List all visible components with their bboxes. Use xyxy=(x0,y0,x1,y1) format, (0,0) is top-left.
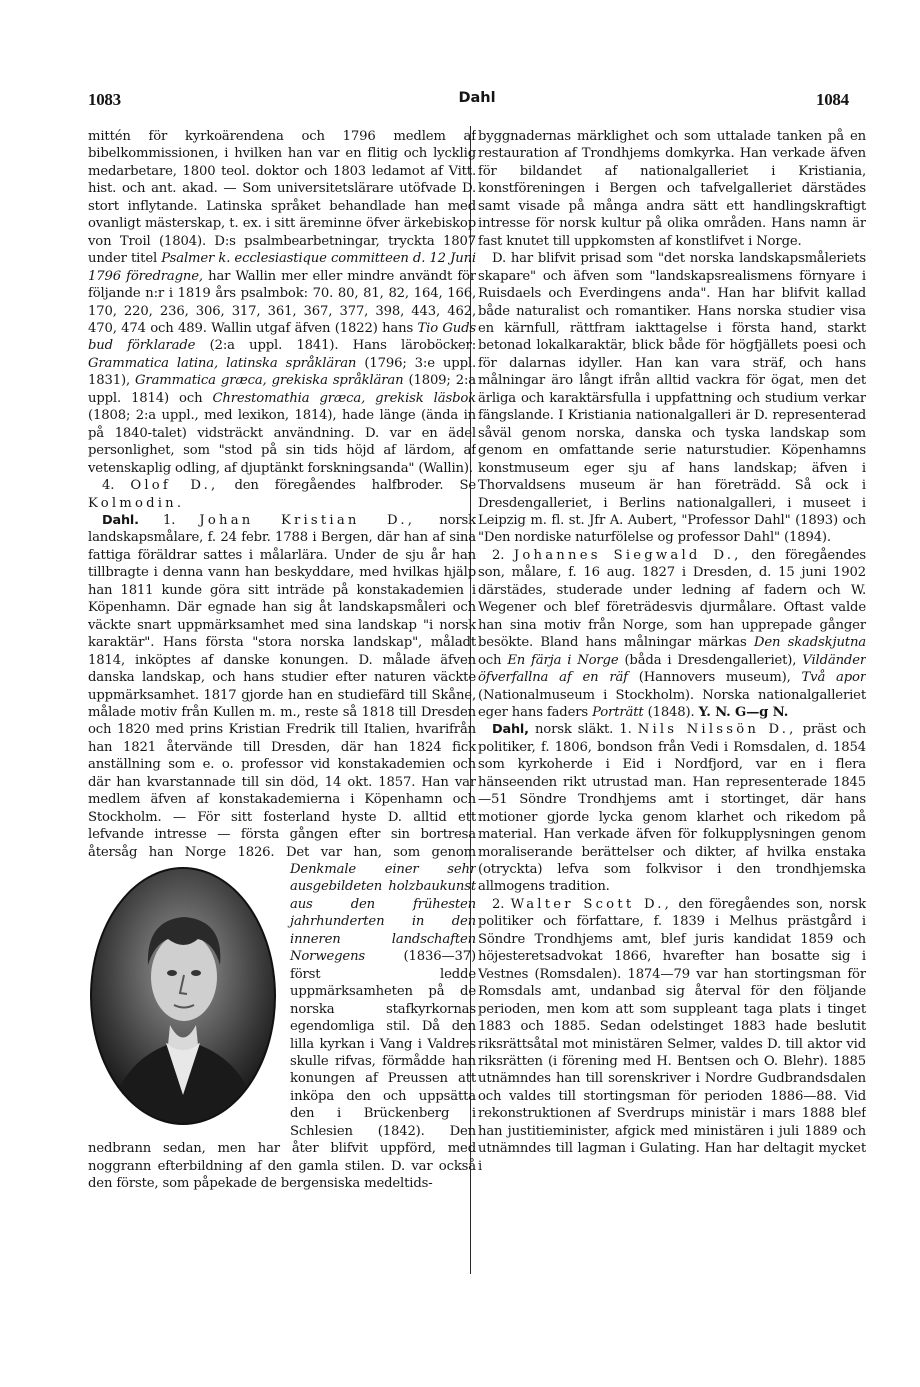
entry-continuation: mittén för kyrkoärendena och 1796 medlem af bibelkommissionen, i hvilken han var en flitig och lycklig medarbetare, 1800 teol. doktor och 1803 ledamot af Vitt. hist. och ant. akad. — Som universitetslärare utöfvade D. stort inflytande. Latinska språket behandlade han med ovanligt mästerskap, t. ex. i sitt äreminne öfver ärkebiskop von Troil (1804). D:s psalmbearbetningar, tryckta 1807 under titel Psalmer k. ecclesiastique committeen d. 12 Juni 1796 föredragne, har Wallin mer eller mindre användt för följande n:r i 1819 års psalmbok: 70. 80, 81, 82, 164, 166, 170, 220, 236, 306, 317, 361, 367, 377, 398, 443, 462, 470, 474 och 489. Wallin utgaf äfven (1822) hans Tio Guds bud förklarade (2:a uppl. 1841). Hans läroböcker: Grammatica latina, latinska språkläran (1796; 3:e uppl. 1831), Grammatica græca, grekiska språkläran (1809; 2:a uppl. 1814) och Chrestomathia græca, grekisk läsbok (1808; 2:a uppl., med lexikon, 1814), hade länge (ända in på 1840-talet) vidsträckt användning. D. var en ädel personlighet, som "stod på sin tids höjd af lärdom, af vetenskaplig odling, af djuptänkt forskningsanda" (Wallin). xyxy=(88,129,476,476)
entry-johannes-siegwald-dahl: 2. Johannes Siegwald D., den föregåendes son, målare, f. 16 aug. 1827 i Dresden, d. 15 juni 1902 därstädes, studerade under ledning af fadern och W. Wegener och blef företrädesvis djurmålare. Oftast valde han sina motiv från Norge, som han upprepade gånger besökte. Bland hans målningar märkas Den skadskjutna och En färja i Norge (båda i Dresdengalleriet), Vildänder öfverfallna af en räf (Hannovers museum), Två apor (Nationalmuseum i Stockholm). Norska nationalgalleriet eger hans faders Porträtt (1848). Y. N. G—g N. xyxy=(478,547,866,720)
headword: Dahl. xyxy=(102,512,139,528)
running-head: Dahl xyxy=(458,90,496,106)
headword: Dahl, xyxy=(492,722,529,738)
entry-walter-scott-dahl: 2. Walter Scott D., den föregåendes son, norsk politiker och författare, f. 1839 i Melhus prästgård i Söndre Trondhjems amt, blef juris kandidat 1859 och höjesteretsadvokat 1866, hvarefter han bosatte sig i Vestnes (Romsdalen). 1874—79 var han stortingsman för Romsdals amt, undanbad sig återval för den följande perioden, men kom att som suppleant taga plats i tinget 1883 och 1885. Sedan odelstinget 1883 hade beslutit riksrättsåtal mot ministären Selmer, valdes D. till aktor vid riksrätten (i förening med H. Bentsen och O. Blehr). 1885 utnämndes han till sorenskriver i Nordre Gudbrandsdalen och valdes till stortingsman för perioden 1886—88. Vid rekonstruktionen af Sverdrups ministär i mars 1888 blef han justitieminister, afgick med ministären i juli 1889 och utnämndes till lagman i Gulating. Han har deltagit mycket i xyxy=(478,896,866,1174)
entry-continuation: byggnadernas märklighet och som uttalade tanken på en restauration af Trondhjems domkyrka. Han verkade äfven för bildandet af nationalgalleriet i Kristiania, konstföreningen i Bergen och tafvelgalleriet därstädes samt visade på många andra sätt ett handlingskraftigt intresse för norsk kultur på olika områden. Hans namn är fast knutet till uppkomsten af konstlifvet i Norge. xyxy=(478,129,866,249)
page-number-right: 1084 xyxy=(816,90,849,109)
entry-nils-nilsson-dahl: Dahl, norsk släkt. 1. Nils Nilssön D., präst och politiker, f. 1806, bondson från Vedi i Romsdalen, d. 1854 som kyrkoherde i Eid i Nordfjord, var en i flera hänseenden rikt utrustad man. Han representerade 1845—51 Söndre Trondhjems amt i stortinget, där hans motioner gjorde lycka genom klarhet och rikedom på material. Han verkade äfven för folkupplysningen genom moraliserande berättelser och dikter, af hvilka enstaka (otryckta) lefva som folkvisor i den trondhjemska allmogens tradition. xyxy=(478,722,866,895)
portrait-image xyxy=(88,865,278,1127)
right-column xyxy=(478,128,866,1278)
left-column xyxy=(88,128,476,1278)
entry-johan-kristian-dahl: Dahl. 1. Johan Kristian D., norsk landskapsmålare, f. 24 febr. 1788 i Bergen, där han af sina fattiga föräldrar sattes i målarlära. Under de sju år han tillbragte i denna vann han beskyddare, med hvilkas hjälp han 1811 kunde göra sitt inträde på konstakademien i Köpenhamn. Där egnade han sig åt landskapsmåleri och väckte snart uppmärksamhet med sina landskap "i norsk karaktär". Hans första "stora norska landskap", måladt 1814, inköptes af danske konungen. D. målade äfven danska landskap, och hans studier efter naturen väckte uppmärksamhet. 1817 gjorde han en studiefärd till Skåne, målade motiv från Kullen m. m., reste så 1818 till Dresden och 1820 med prins Kristian Fredrik till Italien, hvarifrån han 1821 återvände till Dresden, där han 1824 fick anställning som e. o. professor vid konstakademien och där han kvarstannade till sin död, 14 okt. 1857. Han var medlem äfven af konstakademierna i Köpenhamn och Stockholm. — För sitt fosterland hyste D. alltid ett lefvande intresse — första gången efter sin bortresa återsåg han Norge 1826. Det var han, som genom Denkmale einer sehr ausgebildeten holzbaukunst aus den frühesten jahrhunderten in den inneren landschaften Norwegens (1836—37) först ledde uppmärksamheten på de norska stafkyrkornas egendomliga stil. Då den lilla kyrkan i Vang i Valdres skulle rifvas, förmådde han konungen af Preussen att inköpa den och uppsätta den i Brückenberg i Schlesien (1842). Den nedbrann sedan, men har åter blifvit uppförd, med noggrann efterbildning af den gamla stilen. D. var också den förste, som påpekade de bergensiska medeltids- xyxy=(88,512,476,1192)
author-signature: Y. N. G—g N. xyxy=(698,704,789,720)
page-number-left: 1083 xyxy=(88,90,121,109)
entry-paragraph: D. har blifvit prisad som "det norska landskapsmåleriets skapare" och äfven som "landskapsrealismens förnyare i Ruisdaels och Everdingens anda". Han har blifvit kallad både naturalist och romantiker. Hans norska studier visa en kärnfull, rättfram iakttagelse i första hand, starkt betonad lokalkaraktär, blick både för högfjällets poesi och för dalarnas idyller. Han kan vara sträf, och hans målningar äro långt ifrån alltid vackra för ögat, men det ärliga och karaktärsfulla i uppfattning och studium verkar fängslande. I Kristiania nationalgalleri är D. representerad såväl genom norska, danska och tyska landskap som genom en omfattande serie naturstudier. Köpenhamns konstmuseum eger sju af hans landskap; äfven i Thorvaldsens museum är han företrädd. Så ock i Dresdengalleriet, i Berlins nationalgalleri, i museet i Leipzig m. fl. st. Jfr A. Aubert, "Professor Dahl" (1893) och "Den nordiske naturfölelse og professor Dahl" (1894). xyxy=(478,251,866,546)
entry-olof-dahl: 4. Olof D., den föregåendes halfbroder. Se Kolmodin. xyxy=(88,478,476,511)
